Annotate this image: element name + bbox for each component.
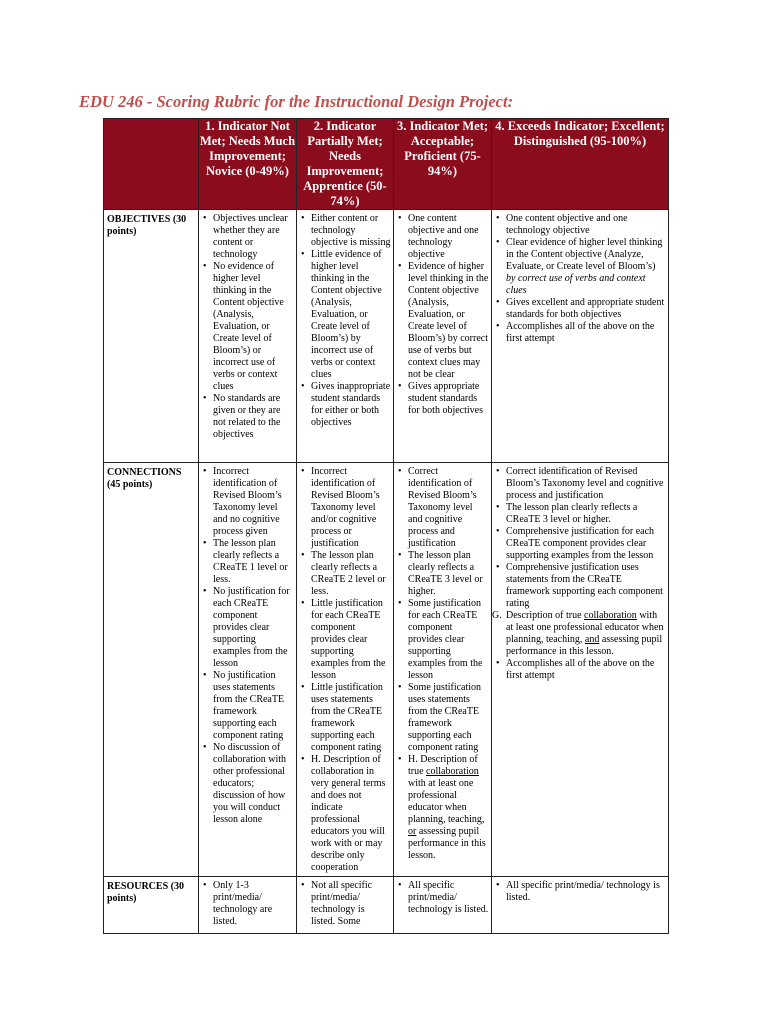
- list-item: • No evidence of higher level thinking in the Content objective (Analysis, Evaluation, or Create level of Bloom’s) or incorrect use of verbs or context clues: [199, 261, 294, 393]
- header-row: [104, 119, 669, 210]
- list-item: • Some justification for each CReaTE component provides clear supporting examples from the lesson: [394, 598, 489, 682]
- list-item: • Correct identification of Revised Bloom’s Taxonomy level and cognitive process and justification: [492, 466, 666, 502]
- header-cell-blank: [104, 119, 199, 210]
- list-item: • Incorrect identification of Revised Bloom’s Taxonomy level and no cognitive process given: [199, 466, 294, 538]
- list-item: • Accomplishes all of the above on the first attempt: [492, 658, 666, 682]
- list-item: • Comprehensive justification uses statements from the CReaTE framework supporting each component rating: [492, 562, 666, 610]
- item-text-underlined: collaboration: [584, 610, 637, 621]
- list-item: • The lesson plan clearly reflects a CReaTE 3 level or higher.: [492, 502, 666, 526]
- list-item: • Evidence of higher level thinking in the Content objective (Analysis, Evaluation, or Create level of Bloom’s) by correct use of verbs but context clues may not be clear: [394, 261, 489, 381]
- list-item: • One content objective and one technology objective: [394, 213, 489, 261]
- list-item: • Gives appropriate student standards for both objectives: [394, 381, 489, 417]
- item-text: Clear evidence of higher level thinking in the Content objective (Analyze, Evaluate, or Create level of Bloom’s): [506, 237, 663, 272]
- list-item: • Only 1-3 print/media/ technology are listed.: [199, 880, 294, 928]
- list-item: • Either content or technology objective is missing: [297, 213, 391, 249]
- list-item: • The lesson plan clearly reflects a CReaTE 3 level or higher.: [394, 550, 489, 598]
- list-item: • Objectives unclear whether they are content or technology: [199, 213, 294, 261]
- list-item: • No justification uses statements from the CReaTE framework supporting each component rating: [199, 670, 294, 742]
- item-text-underlined: or: [408, 826, 417, 837]
- header-level-3: 3. Indicator Met; Acceptable; Proficient (75-94%): [394, 119, 492, 210]
- list-item: • The lesson plan clearly reflects a CReaTE 2 level or less.: [297, 550, 391, 598]
- item-text: with at least one professional educator when planning, teaching,: [408, 778, 485, 825]
- cell-proficient: [394, 210, 492, 463]
- document-title: EDU 246 - Scoring Rubric for the Instructional Design Project:: [79, 92, 514, 111]
- list-item: • Incorrect identification of Revised Bloom’s Taxonomy level and/or cognitive process or justification: [297, 466, 391, 550]
- item-text: assessing pupil performance in this lesson.: [408, 826, 486, 861]
- list-item: • Gives inappropriate student standards for either or both objectives: [297, 381, 391, 429]
- item-text: H. Description of true: [408, 754, 478, 777]
- list-item: • No standards are given or they are not related to the objectives: [199, 393, 294, 441]
- list-item: • Gives excellent and appropriate student standards for both objectives: [492, 297, 666, 321]
- list-item: • The lesson plan clearly reflects a CReaTE 1 level or less.: [199, 538, 294, 586]
- item-text: Description of true: [506, 610, 582, 621]
- cell-novice: [199, 463, 297, 877]
- item-text-italic: by correct use of verbs and context clues: [506, 273, 646, 296]
- header-level-2: 2. Indicator Partially Met; Needs Improvement; Apprentice (50-74%): [297, 119, 394, 210]
- list-item: • All specific print/media/ technology is listed.: [394, 880, 489, 916]
- cell-proficient: [394, 463, 492, 877]
- list-item: • Correct identification of Revised Bloom’s Taxonomy level and cognitive process and justification: [394, 466, 489, 550]
- list-item: • All specific print/media/ technology is listed.: [492, 880, 666, 904]
- cell-distinguished: [492, 877, 669, 934]
- table-row-resources: [104, 877, 669, 934]
- row-label: CONNECTIONS (45 points): [104, 463, 199, 877]
- cell-novice: [199, 877, 297, 934]
- list-item: [492, 237, 666, 297]
- header-level-1: 1. Indicator Not Met; Needs Much Improvement; Novice (0-49%): [199, 119, 297, 210]
- list-item: • Accomplishes all of the above on the first attempt: [492, 321, 666, 345]
- table-row-objectives: [104, 210, 669, 463]
- list-item: • Little justification for each CReaTE component provides clear supporting examples from the lesson: [297, 598, 391, 682]
- cell-distinguished: [492, 463, 669, 877]
- list-item: • Not all specific print/media/ technology is listed. Some: [297, 880, 391, 928]
- list-item: • Comprehensive justification for each CReaTE component provides clear supporting examples from the lesson: [492, 526, 666, 562]
- list-item: [492, 610, 666, 658]
- cell-proficient: [394, 877, 492, 934]
- item-text: with at least one professional educator when planning, teaching,: [506, 610, 664, 645]
- list-item: • No discussion of collaboration with other professional educators; discussion of how you will conduct lesson alone: [199, 742, 294, 826]
- table-row-connections: [104, 463, 669, 877]
- cell-apprentice: [297, 463, 394, 877]
- item-text-underlined: collaboration: [426, 766, 479, 777]
- list-item: • Little evidence of higher level thinking in the Content objective (Analysis, Evaluation, or Create level of Bloom’s) by incorrect use of verbs or context clues: [297, 249, 391, 381]
- item-text-underlined: and: [584, 634, 600, 645]
- cell-novice: [199, 210, 297, 463]
- list-item: [394, 754, 489, 862]
- rubric-table: [103, 118, 669, 934]
- list-item: • H. Description of collaboration in very general terms and does not indicate professional educators you will work with or may describe only cooperation: [297, 754, 391, 874]
- header-level-4: 4. Exceeds Indicator; Excellent; Distinguished (95-100%): [492, 119, 669, 210]
- list-item: • Little justification uses statements from the CReaTE framework supporting each component rating: [297, 682, 391, 754]
- cell-distinguished: [492, 210, 669, 463]
- cell-apprentice: [297, 210, 394, 463]
- list-item: • No justification for each CReaTE component provides clear supporting examples from the lesson: [199, 586, 294, 670]
- item-text: assessing pupil performance in this lesson.: [506, 634, 663, 657]
- row-label: RESOURCES (30 points): [104, 877, 199, 934]
- row-label: OBJECTIVES (30 points): [104, 210, 199, 463]
- list-item: • One content objective and one technology objective: [492, 213, 666, 237]
- cell-apprentice: [297, 877, 394, 934]
- list-item: • Some justification uses statements from the CReaTE framework supporting each component rating: [394, 682, 489, 754]
